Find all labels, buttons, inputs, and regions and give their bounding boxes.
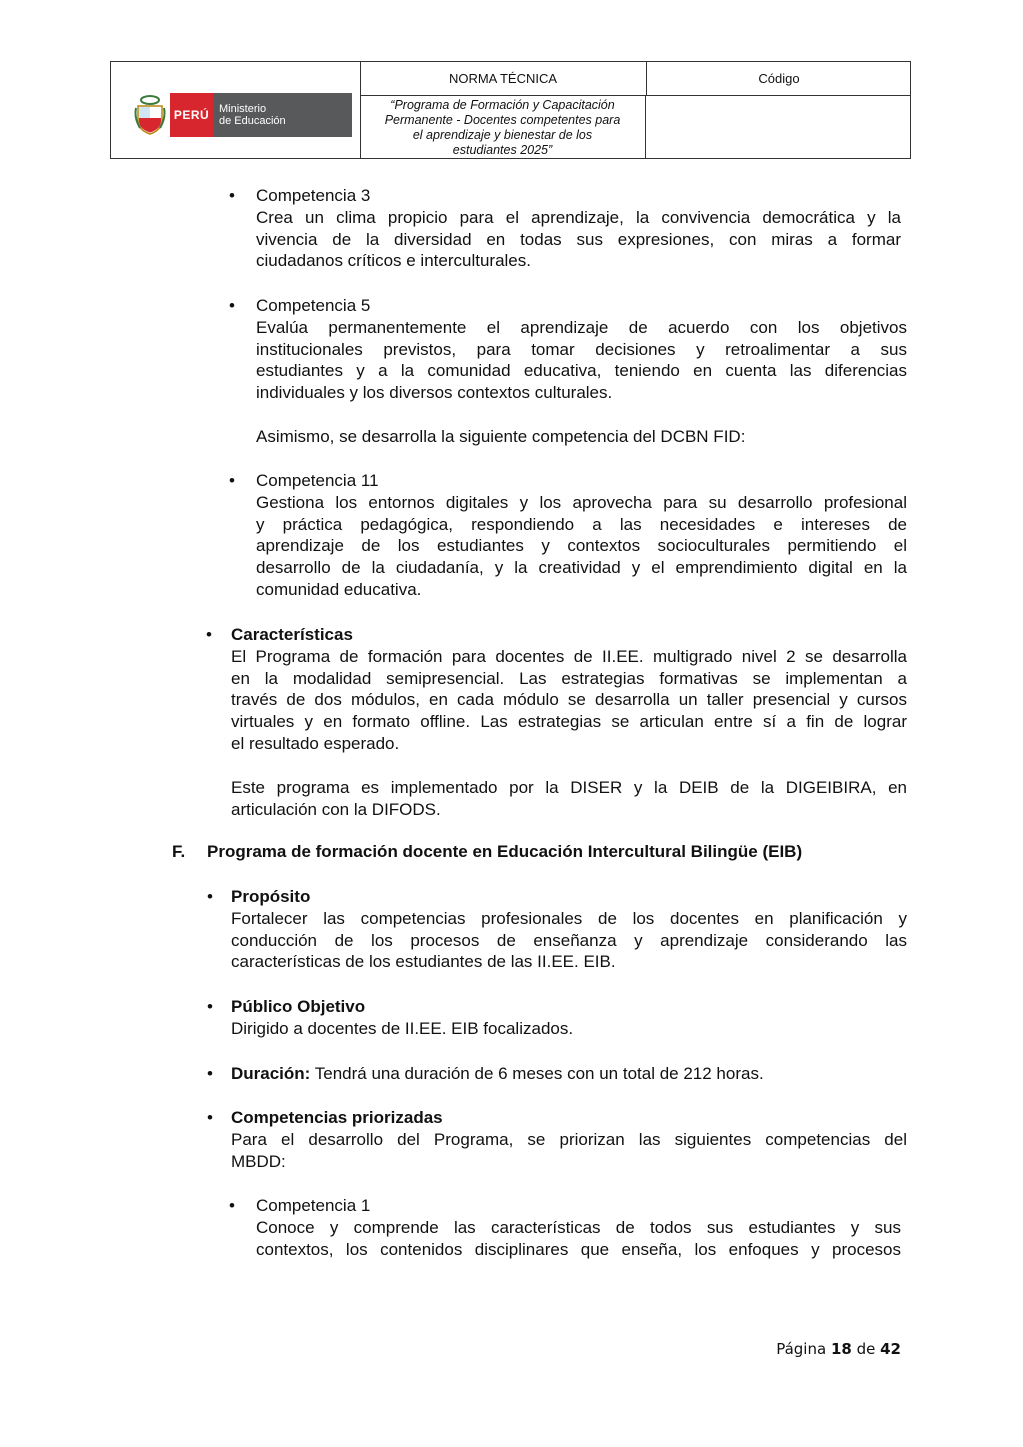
competencia-11-title: Competencia 11 bbox=[256, 471, 379, 490]
program-title-cell bbox=[360, 96, 646, 158]
competencia-3-title: Competencia 3 bbox=[256, 186, 371, 205]
competencia-5-title: Competencia 5 bbox=[256, 296, 371, 315]
duracion-block bbox=[231, 1063, 907, 1085]
total-pages: 42 bbox=[880, 1340, 901, 1358]
proposito-line-1: Fortalecer las competencias profesionales de los docentes en planificación y bbox=[231, 908, 907, 928]
program-title-line-2: Permanente - Docentes competentes para bbox=[384, 113, 621, 127]
competencias-priorizadas-line-2: MBDD: bbox=[231, 1151, 286, 1171]
bullet-icon: • bbox=[229, 1196, 235, 1215]
competencia-3-line-3: ciudadanos críticos e interculturales. bbox=[256, 251, 531, 271]
competencia-11-line-4: desarrollo de la ciudadanía, y la creatividad y el emprendimiento digital en la bbox=[256, 558, 907, 578]
page-word: Página bbox=[776, 1340, 827, 1358]
document-header bbox=[110, 61, 911, 159]
bullet-icon: • bbox=[207, 997, 213, 1016]
coat-of-arms-icon bbox=[133, 93, 167, 137]
competencia-1-line-1: Conoce y comprende las características de todos sus estudiantes y sus bbox=[256, 1217, 901, 1237]
competencia-11-line-3: aprendizaje de los estudiantes y contextos socioculturales permitiendo el bbox=[256, 536, 907, 556]
ministry-label bbox=[213, 93, 352, 137]
competencia-5-block bbox=[256, 295, 907, 404]
ministry-line-1: Ministerio bbox=[219, 103, 267, 115]
program-title-line-4: estudiantes 2025” bbox=[452, 143, 553, 157]
competencia-5-line-4: individuales y los diversos contextos culturales. bbox=[256, 383, 613, 403]
competencia-11-line-1: Gestiona los entornos digitales y los aprovecha para su desarrollo profesional bbox=[256, 492, 907, 512]
program-title-line-1: “Programa de Formación y Capacitación bbox=[390, 98, 615, 112]
competencia-3-block bbox=[256, 185, 901, 272]
duracion-text: Tendrá una duración de 6 meses con un total de 212 horas. bbox=[310, 1064, 764, 1083]
publico-objetivo-title: Público Objetivo bbox=[231, 997, 366, 1016]
norma-tecnica-cell: NORMA TÉCNICA bbox=[360, 62, 647, 96]
caracteristicas-title: Características bbox=[231, 625, 353, 644]
section-title: Programa de formación docente en Educación Intercultural Bilingüe (EIB) bbox=[207, 842, 803, 861]
proposito-block bbox=[231, 886, 907, 973]
competencia-5-line-3: estudiantes y a la comunidad educativa, teniendo en cuenta las diferencias bbox=[256, 361, 907, 381]
bullet-icon: • bbox=[229, 186, 235, 205]
page-footer bbox=[760, 1340, 901, 1358]
competencia-11-block bbox=[256, 470, 907, 601]
caracteristicas-block bbox=[231, 624, 907, 755]
competencia-3-line-2: vivencia de la diversidad en todas sus expresiones, con miras a formar bbox=[256, 229, 901, 249]
competencia-1-line-2: contextos, los contenidos disciplinares que enseña, los enfoques y procesos bbox=[256, 1239, 901, 1259]
caracteristicas-line-4: virtuales y en formato offline. Las estrategias se articulan entre sí a fin de lograr bbox=[231, 712, 907, 732]
codigo-cell: Código bbox=[647, 62, 911, 96]
competencia-1-block bbox=[256, 1195, 901, 1260]
implementacion-line-1: Este programa es implementado por la DISER y la DEIB de la DIGEIBIRA, en bbox=[231, 778, 907, 797]
proposito-line-3: características de los estudiantes de las II.EE. EIB. bbox=[231, 952, 616, 972]
competencia-1-title: Competencia 1 bbox=[256, 1196, 371, 1215]
codigo-value-cell bbox=[647, 96, 911, 158]
page-number: 18 bbox=[830, 1340, 852, 1358]
caracteristicas-line-2: en la modalidad semipresencial. Las estrategias formativas se implementan a bbox=[231, 668, 907, 688]
proposito-title: Propósito bbox=[231, 887, 311, 906]
bullet-icon: • bbox=[207, 1064, 213, 1083]
bullet-icon: • bbox=[229, 296, 235, 315]
publico-objetivo-line-1: Dirigido a docentes de II.EE. EIB focalizados. bbox=[231, 1018, 574, 1038]
duracion-title: Duración: bbox=[231, 1064, 311, 1083]
competencias-priorizadas-block bbox=[231, 1107, 907, 1172]
competencia-5-line-1: Evalúa permanentemente el aprendizaje de acuerdo con los objetivos bbox=[256, 317, 907, 337]
of-word: de bbox=[856, 1340, 876, 1358]
competencias-priorizadas-line-1: Para el desarrollo del Programa, se priorizan las siguientes competencias del bbox=[231, 1129, 907, 1149]
bullet-icon: • bbox=[229, 471, 235, 490]
section-letter: F. bbox=[172, 842, 186, 861]
competencias-priorizadas-title: Competencias priorizadas bbox=[231, 1108, 443, 1127]
competencia-11-line-2: y práctica pedagógica, respondiendo a las necesidades e intereses de bbox=[256, 514, 907, 534]
publico-objetivo-block bbox=[231, 996, 907, 1040]
caracteristicas-line-5: el resultado esperado. bbox=[231, 733, 400, 753]
caracteristicas-line-3: través de dos módulos, en cada módulo se desarrolla un taller presencial y cursos bbox=[231, 690, 907, 710]
implementacion-paragraph bbox=[231, 777, 907, 821]
proposito-line-2: conducción de los procesos de enseñanza y aprendizaje considerando las bbox=[231, 930, 907, 950]
caracteristicas-line-1: El Programa de formación para docentes de II.EE. multigrado nivel 2 se desarrolla bbox=[231, 646, 907, 666]
ministry-line-2: de Educación bbox=[219, 115, 286, 127]
competencia-3-line-1: Crea un clima propicio para el aprendizaje, la convivencia democrática y la bbox=[256, 207, 901, 227]
bullet-icon: • bbox=[207, 887, 213, 906]
bullet-icon: • bbox=[206, 625, 212, 644]
ministry-logo bbox=[133, 93, 352, 137]
bullet-icon: • bbox=[207, 1108, 213, 1127]
competencia-11-line-5: comunidad educativa. bbox=[256, 579, 422, 599]
peru-label: PERÚ bbox=[170, 93, 213, 137]
competencia-5-line-2: institucionales previstos, para tomar decisiones y retroalimentar a sus bbox=[256, 339, 907, 359]
asimismo-paragraph: Asimismo, se desarrolla la siguiente competencia del DCBN FID: bbox=[256, 427, 746, 446]
implementacion-line-2: articulación con la DIFODS. bbox=[231, 799, 441, 819]
logo-cell bbox=[111, 62, 361, 158]
program-title-line-3: el aprendizaje y bienestar de los bbox=[412, 128, 593, 142]
